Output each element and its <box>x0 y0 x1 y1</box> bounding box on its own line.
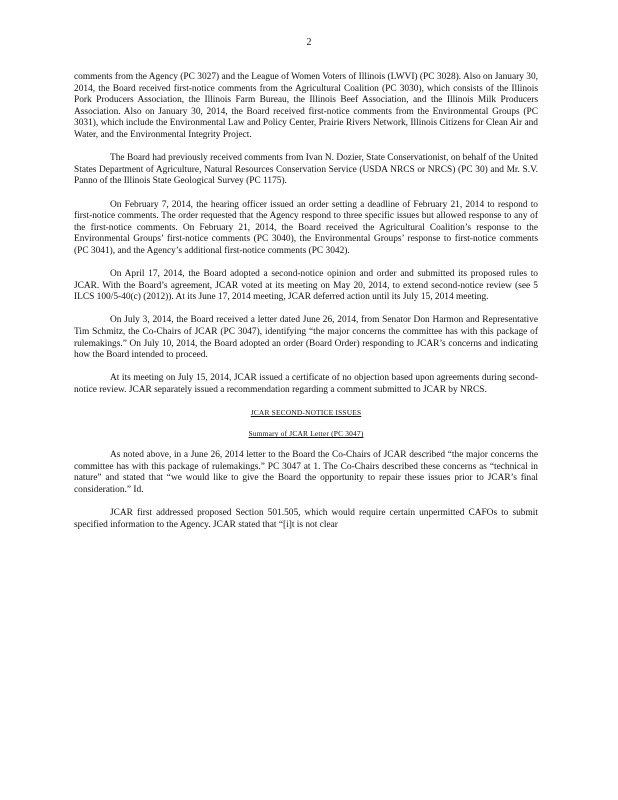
paragraph-hearing-officer-order: On February 7, 2014, the hearing officer issued an order setting a deadline of February 21, 2014 to respond to first-notice comments. The order requested that the Agency respond to three specific issues but allowed response to any of the first-notice comments. On February 21, 2014, the Board received the Agricultural Coalition’s response to the Environmental Groups’ first-notice comments (PC 3040), the Environmental Groups’ response to first-notice comments (PC 3041), and the Agency’s additional first-notice comments (PC 3042). <box>74 199 538 256</box>
paragraph-second-notice: On April 17, 2014, the Board adopted a second-notice opinion and order and submitted its proposed rules to JCAR. With the Board’s agreement, JCAR voted at its meeting on May 20, 2014, to extend second-notice review (see 5 ILCS 100/5-40(c) (2012)). At its June 17, 2014 meeting, JCAR deferred action until its July 15, 2014 meeting. <box>74 269 538 303</box>
paragraph-usda-comments: The Board had previously received comments from Ivan N. Dozier, State Conservationist, on behalf of the United States Department of Agriculture, Natural Resources Conservation Service (USDA NRCS or NRCS) (PC 30) and Mr. S.V. Panno of the Illinois State Geological Survey (PC 1175). <box>74 153 538 187</box>
paragraph-section-501-505: JCAR first addressed proposed Section 501.505, which would require certain unpermitted CAFOs to submit specified information to the Agency. JCAR stated that “[i]t is not clear <box>74 508 538 530</box>
paragraph-major-concerns: As noted above, in a June 26, 2014 letter to the Board the Co-Chairs of JCAR described “the major concerns the committee has with this package of rulemakings.” PC 3047 at 1. The Co-Chairs described these concerns as “technical in nature” and stated that “we would like to give the Board the opportunity to repair these issues prior to JCAR’s final consideration.” Id. <box>74 450 538 495</box>
paragraph-comments-received: comments from the Agency (PC 3027) and the League of Women Voters of Illinois (LWVI) (PC 3028). Also on January 30, 2014, the Board received first-notice comments from the Agricultural Coalition (PC 3030), which consists of the Illinois Pork Producers Association, the Illinois Farm Bureau, the Illinois Beef Association, and the Illinois Milk Producers Association. Also on January 30, 2014, the Board received first-notice comments from the Environmental Groups (PC 3031), which include the Environmental Law and Policy Center, Prairie Rivers Network, Illinois Citizens for Clean Air and Water, and the Environmental Integrity Project. <box>74 72 538 140</box>
subsection-heading: Summary of JCAR Letter (PC 3047) <box>248 429 364 439</box>
document-body <box>74 72 538 543</box>
page-number: 2 <box>306 37 312 48</box>
section-heading: JCAR SECOND-NOTICE ISSUES <box>250 408 362 418</box>
paragraph-jcar-letter: On July 3, 2014, the Board received a letter dated June 26, 2014, from Senator Don Harmon and Representative Tim Schmitz, the Co-Chairs of JCAR (PC 3047), identifying “the major concerns the committee has with this package of rulemakings.” On July 10, 2014, the Board adopted an order (Board Order) responding to JCAR’s concerns and indicating how the Board intended to proceed. <box>74 315 538 361</box>
paragraph-certificate: At its meeting on July 15, 2014, JCAR issued a certificate of no objection based upon agreements during second-notice review. JCAR separately issued a recommendation regarding a comment submitted to JCAR by NRCS. <box>74 373 538 396</box>
